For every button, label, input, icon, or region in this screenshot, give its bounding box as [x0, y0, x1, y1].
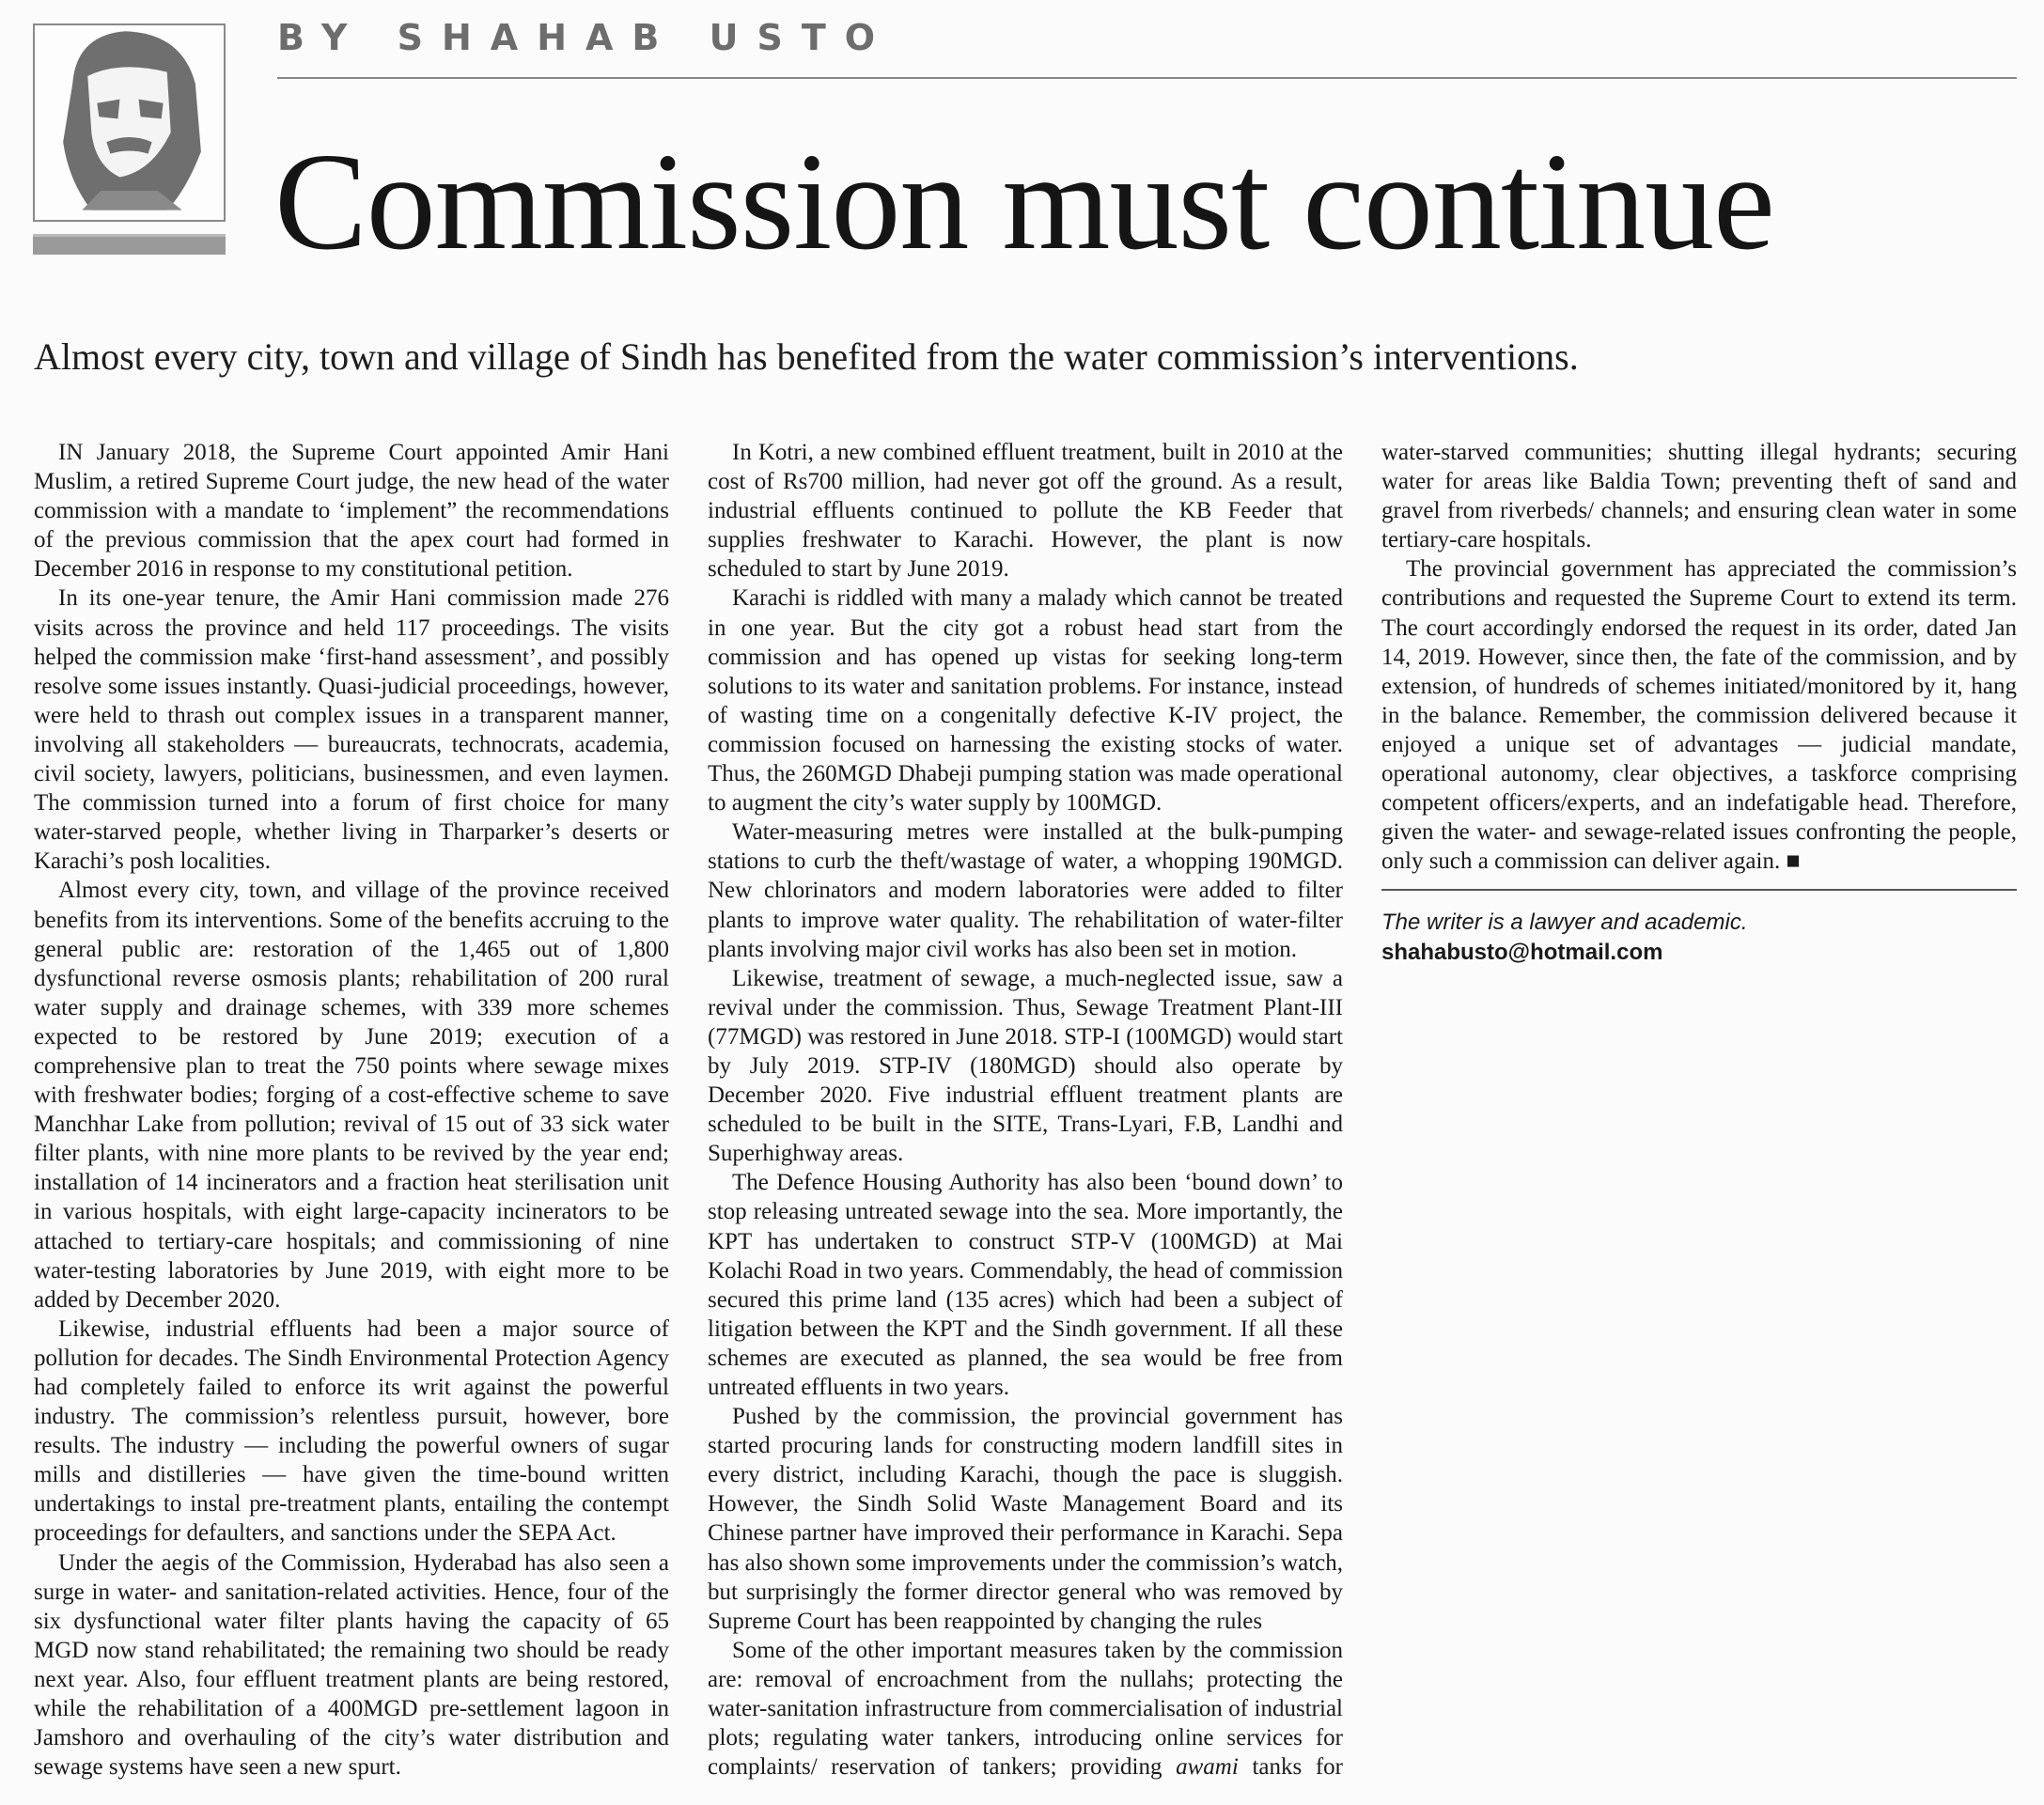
standfirst: Almost every city, town and village of Sindh has benefited from the water commission’s interventions.: [34, 335, 1579, 378]
article-body: [34, 438, 2017, 1791]
paragraph: Almost every city, town, and village of the province received benefits from its interventions. Some of the benefits accruing to the general public are: restoration of the 1,465 out of 1,800 dysfunctional reverse osmosis plants; rehabilitation of 200 rural water supply and drainage schemes, with 339 more schemes expected to be restored by June 2019; execution of a comprehensive plan to treat the 750 points where sewage mixes with freshwater bodies; forging of a cost-effective scheme to save Manchhar Lake from pollution; revival of 15 out of 33 sick water filter plants, with nine more plants to be revived by the year end; installation of 14 incinerators and a fraction heat sterilisation unit in various hospitals, with eight large-capacity incinerators to be attached to tertiary-care hospitals; and commissioning of nine water-testing laboratories by June 2019, with eight more to be added by December 2020.: [34, 878, 669, 1313]
author-footer: [1381, 889, 2017, 968]
end-mark: ■: [1780, 848, 1801, 875]
author-portrait-icon: [35, 25, 224, 220]
paragraph: Likewise, industrial effluents had been a major source of pollution for decades. The Sindh Environmental Protection Agency had completely failed to enforce its writ against the powerful industry. The commission’s relentless pursuit, however, bore results. The industry — including the powerful owners of sugar mills and distilleries — have given the time-bound written undertakings to instal pre-treatment plants, entailing the contempt proceedings for defaulters, and sanctions under the SEPA Act.: [34, 1315, 669, 1547]
paragraph: Pushed by the commission, the provincial government has started procuring lands for constructing modern landfill sites in every district, including Karachi, though the pace is sluggish. However, the Sindh Solid Waste Management Board and its Chinese partner have improved their performance in Karachi. Sepa has also shown some improvements under the commission’s watch, but surprisingly the former director general who was removed by Supreme Court has been reappointed by changing the rules: [708, 1404, 1343, 1634]
byline-divider: [277, 77, 2017, 79]
headline: Commission must continue: [274, 125, 1774, 279]
text: Some of the other important measures taken by the commission are: removal of encroachment from the nullahs; protecting the water-sanitation infrastructure from commercialisation of industrial plots; regulating water tankers, introducing online services for complaints/ reservation of tankers; providing: [708, 1637, 1343, 1781]
text: The provincial government has appreciated the commission’s contributions and requested the Supreme Court to extend its term. The court accordingly endorsed the request in its order, dated Jan 14, 2019. However, since then, the fate of the commission, and by extension, of hundreds of schemes initiated/monitored by it, hang in the balance. Remember, the commission delivered because it enjoyed a unique set of advantages — judicial mandate, operational autonomy, clear objectives, a taskforce comprising competent officers/experts, and an indefatigable head. Therefore, given the water- and sewage-related issues confronting the people, only such a commission can deliver again.: [1381, 556, 2017, 875]
byline: BY SHAHAB USTO: [277, 17, 895, 58]
paragraph: The Defence Housing Authority has also been ‘bound down’ to stop releasing untreated sewage into the sea. More importantly, the KPT has undertaken to construct STP-V (100MGD) at Mai Kolachi Road in two years. Commendably, the head of commission secured this prime land (135 acres) which had been a subject of litigation between the KPT and the Sindh government. If all these schemes are executed as planned, the sea would be free from untreated effluents in two years.: [708, 1170, 1343, 1400]
italic-term: awami: [1176, 1754, 1239, 1781]
paragraph-closing: [1381, 554, 2017, 876]
paragraph: In Kotri, a new combined effluent treatment, built in 2010 at the cost of Rs700 million, had never got off the ground. As a result, industrial effluents continued to pollute the KB Feeder that supplies freshwater to Karachi. However, the plant is now scheduled to start by June 2019.: [708, 440, 1343, 583]
paragraph: Water-measuring metres were installed at the bulk-pumping stations to curb the theft/wastage of water, a whopping 190MGD. New chlorinators and modern laboratories were added to filter plants to improve water quality. The rehabilitation of water-filter plants involving major civil works has also been set in motion.: [708, 819, 1343, 962]
paragraph: Karachi is riddled with many a malady which cannot be treated in one year. But the city got a robust head start from the commission and has opened up vistas for seeking long-term solutions to its water and sanitation problems. For instance, instead of wasting time on a congenitally defective K-IV project, the commission focused on harnessing the existing stocks of water. Thus, the 260MGD Dhabeji pumping station was made operational to augment the city’s water supply by 100MGD.: [708, 585, 1343, 817]
paragraph: Likewise, treatment of sewage, a much-neglected issue, saw a revival under the commission. Thus, Sewage Treatment Plant-III (77MGD) was restored in June 2018. STP-I (100MGD) would start by July 2019. STP-IV (180MGD) should also operate by December 2020. Five industrial effluent treatment plants are scheduled to be built in the SITE, Trans-Lyari, F.B, Landhi and Superhighway areas.: [708, 965, 1343, 1167]
paragraph: In its one-year tenure, the Amir Hani commission made 276 visits across the province and held 117 proceedings. The visits helped the commission make ‘first-hand assessment’, and possibly resolve some issues instantly. Quasi-judicial proceedings, however, were held to thrash out complex issues in a transparent manner, involving all stakeholders — bureaucrats, technocrats, academia, civil society, lawyers, politicians, businessmen, and even laymen. The commission turned into a forum of first choice for many water-starved people, whether living in Tharparker’s deserts or Karachi’s posh localities.: [34, 585, 669, 875]
paragraph: Under the aegis of the Commission, Hyderabad has also seen a surge in water- and sanitation-related activities. Hence, four of the six dysfunctional water filter plants having the capacity of 65 MGD now stand rehabilitated; the remaining two should be ready next year. Also, four effluent treatment plants are being restored, while the rehabilitation of a 400MGD pre-settlement lagoon in Jamshoro and overhauling of the city’s water distribution and sewage systems have seen a new spurt.: [34, 1549, 669, 1781]
author-email[interactable]: shahabusto@hotmail.com: [1381, 940, 1663, 966]
paragraph: IN January 2018, the Supreme Court appointed Amir Hani Muslim, a retired Supreme Court judge, the new head of the water commission with a mandate to ‘implement” the recommendations of the previous commission that the apex court had formed in December 2016 in response to my constitutional petition.: [34, 440, 669, 583]
text: tanks for water-starved communities; shutting illegal hydrants; securing water for areas like Baldia Town; preventing theft of sand and gravel from riverbeds/ channels; and ensuring clean water in some tertiary-care hospitals.: [1238, 440, 2017, 1781]
photo-bar: [33, 234, 226, 255]
author-note: The writer is a lawyer and academic.: [1381, 910, 1748, 936]
author-photo: [33, 23, 226, 222]
